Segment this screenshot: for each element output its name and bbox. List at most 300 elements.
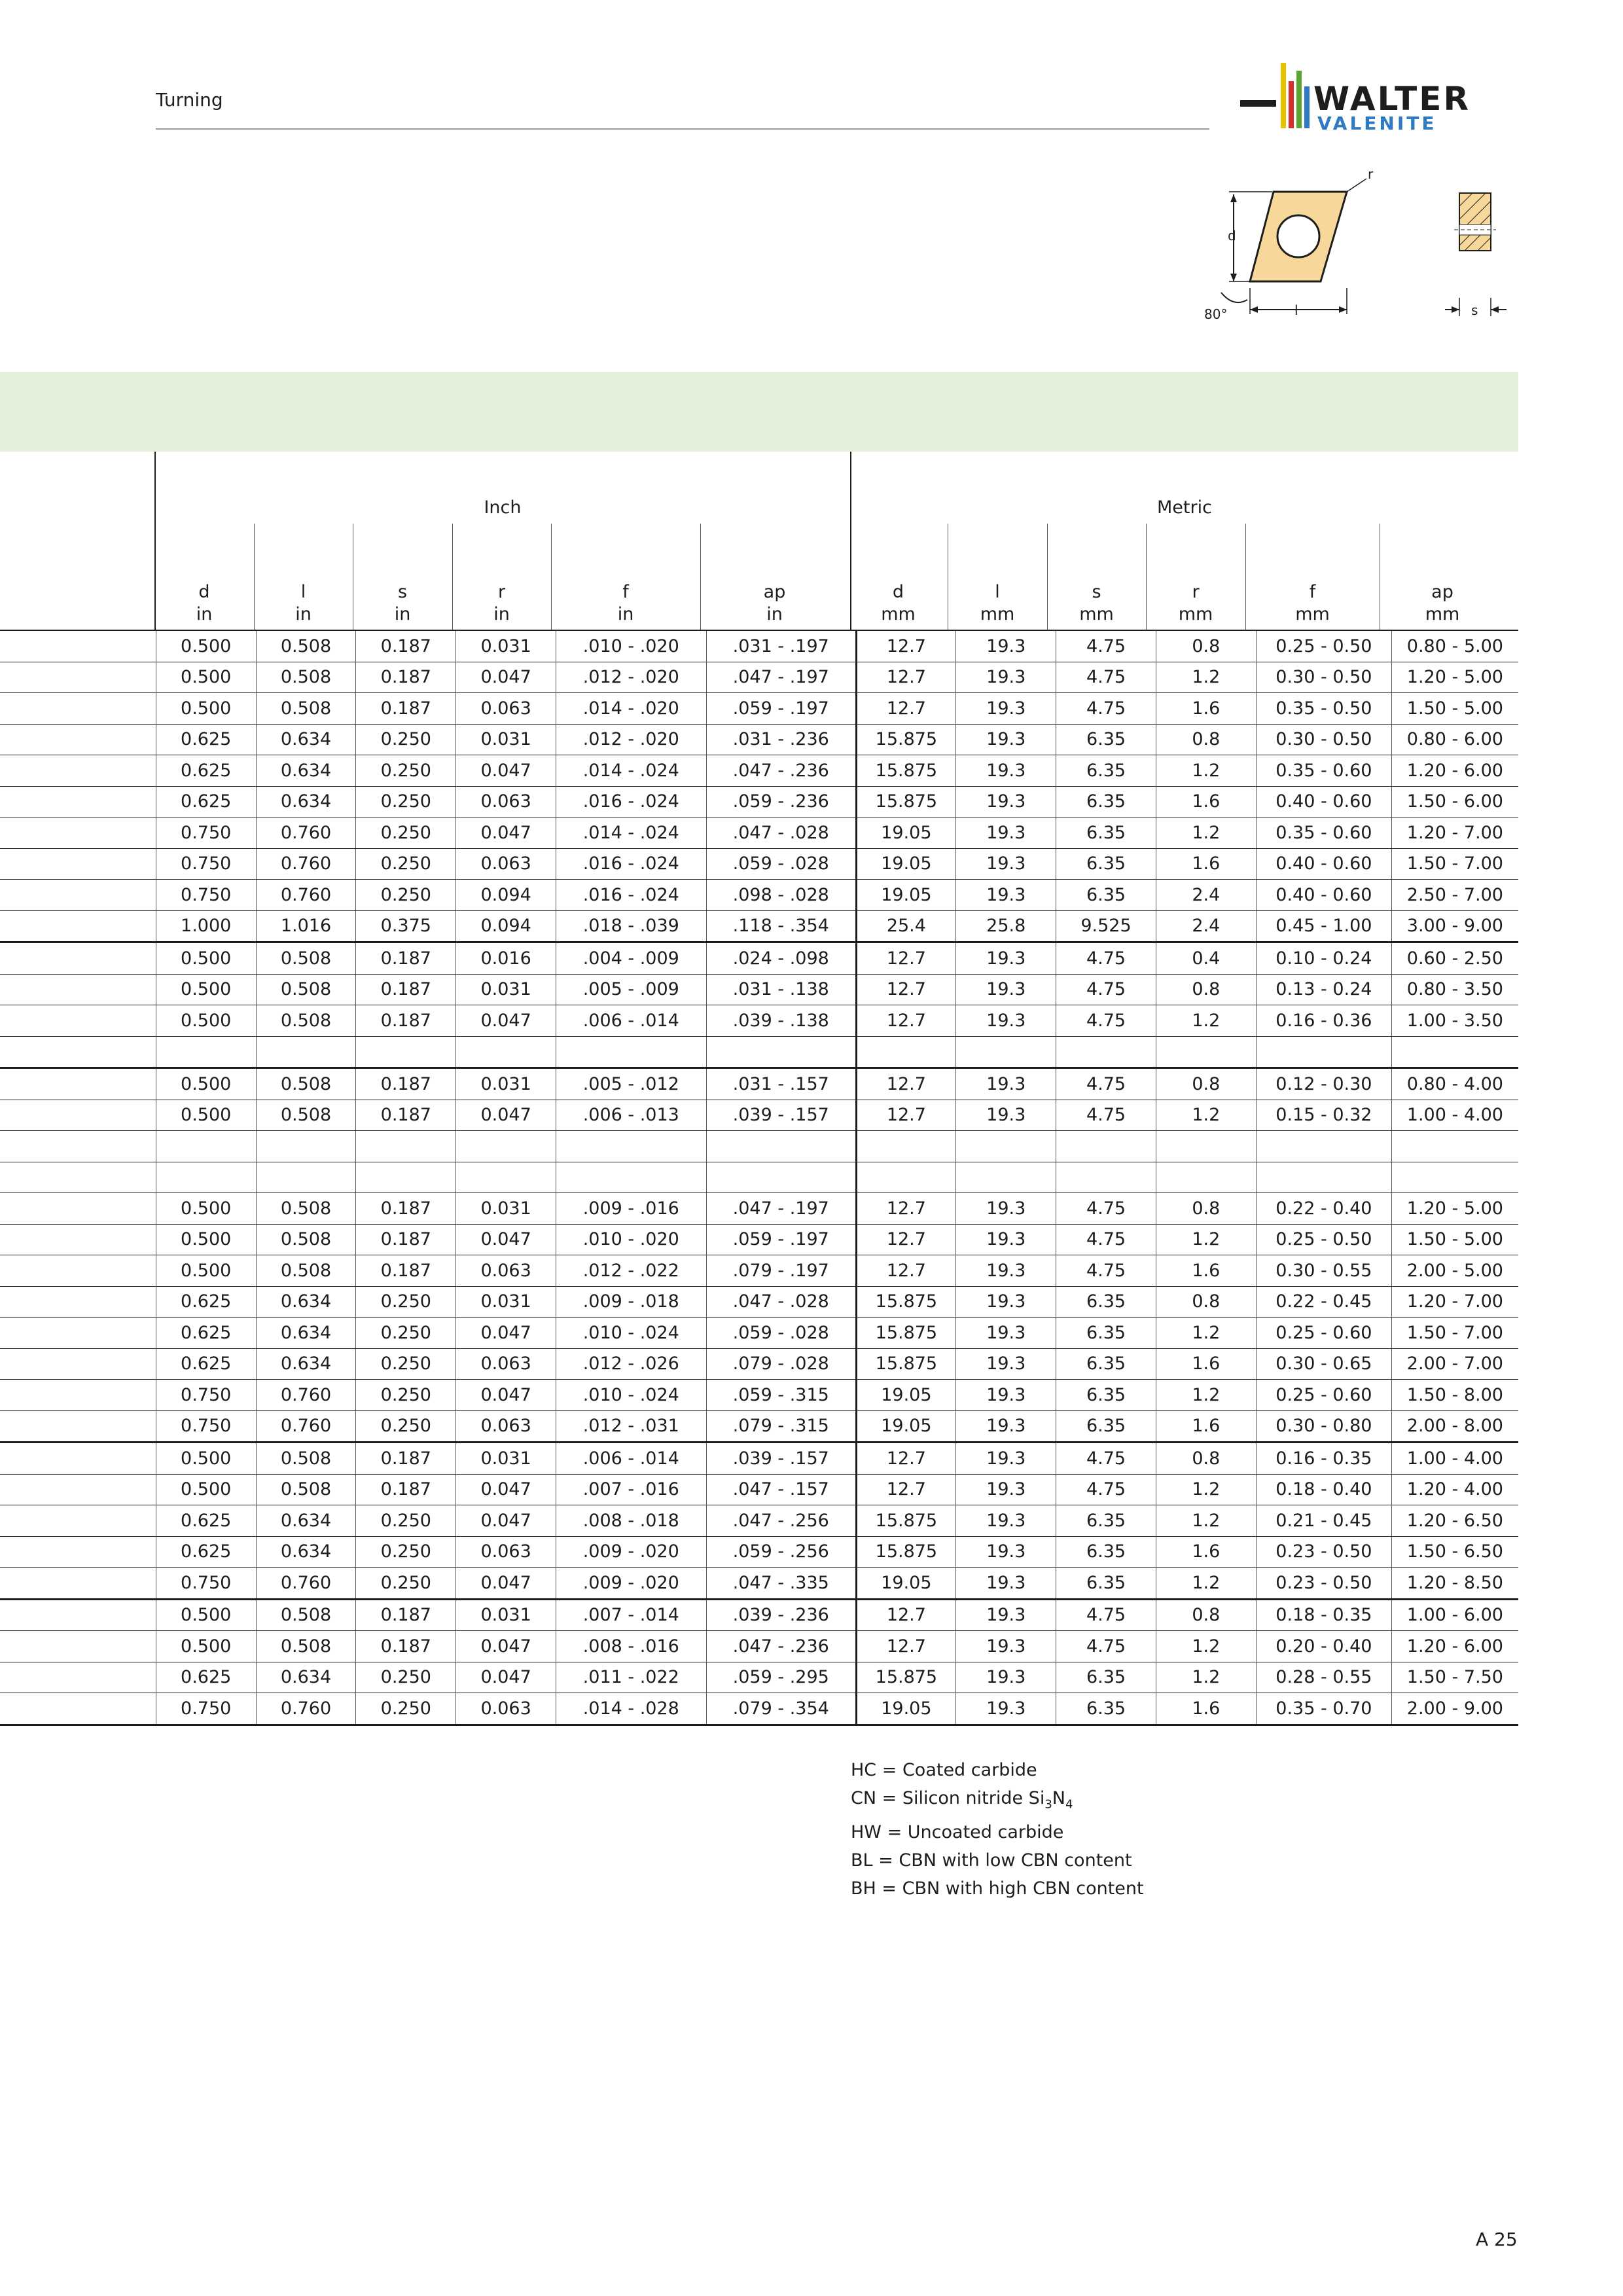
table-cell: 0.18 - 0.35 <box>1256 1599 1391 1631</box>
table-cell: 0.500 <box>156 1255 256 1287</box>
table-cell: 0.8 <box>1156 630 1256 662</box>
table-cell: 0.508 <box>256 1193 355 1225</box>
table-cell: 6.35 <box>1056 1318 1156 1349</box>
table-row <box>0 1224 1518 1255</box>
table-cell <box>256 1162 355 1193</box>
table-cell: 0.45 - 1.00 <box>1256 910 1391 942</box>
table-row <box>0 1568 1518 1600</box>
table-cell: 0.500 <box>156 1443 256 1475</box>
table-cell: 2.50 - 7.00 <box>1391 880 1518 911</box>
table-cell: 0.28 - 0.55 <box>1256 1662 1391 1693</box>
table-cell: 0.047 <box>456 1474 556 1505</box>
table-row <box>0 1599 1518 1631</box>
table-cell: 6.35 <box>1056 1693 1156 1725</box>
row-designation-cell <box>0 1255 156 1287</box>
table-cell: 2.00 - 5.00 <box>1391 1255 1518 1287</box>
row-designation-cell <box>0 1348 156 1380</box>
table-cell: 0.063 <box>456 786 556 817</box>
table-cell <box>1056 1131 1156 1162</box>
table-cell: 0.508 <box>256 1474 355 1505</box>
table-cell: 4.75 <box>1056 1068 1156 1100</box>
table-cell: 0.35 - 0.50 <box>1256 693 1391 725</box>
table-cell: 19.3 <box>956 1348 1056 1380</box>
table-cell: 0.500 <box>156 693 256 725</box>
table-cell: .031 - .157 <box>706 1068 856 1100</box>
table-cell: .047 - .157 <box>706 1474 856 1505</box>
table-cell: 0.634 <box>256 1348 355 1380</box>
table-cell: 0.063 <box>456 1348 556 1380</box>
table-cell: 0.625 <box>156 1505 256 1537</box>
row-designation-cell <box>0 1162 156 1193</box>
table-row <box>0 848 1518 880</box>
table-cell: .012 - .020 <box>556 662 706 693</box>
table-cell: 1.2 <box>1156 1100 1256 1131</box>
table-cell: 0.047 <box>456 1631 556 1662</box>
row-designation-cell <box>0 1599 156 1631</box>
table-cell <box>706 1162 856 1193</box>
table-row <box>0 1255 1518 1287</box>
table-cell: 0.500 <box>156 974 256 1005</box>
table-cell: 0.30 - 0.80 <box>1256 1410 1391 1443</box>
table-row <box>0 817 1518 849</box>
table-cell: 0.634 <box>256 786 355 817</box>
table-cell: 15.875 <box>856 786 955 817</box>
table-cell: 19.05 <box>856 880 955 911</box>
table-cell: 4.75 <box>1056 630 1156 662</box>
logo-graphic <box>1240 59 1522 134</box>
column-name: r <box>497 582 506 602</box>
table-cell <box>156 1162 256 1193</box>
row-designation-cell <box>0 1410 156 1443</box>
table-cell: 0.21 - 0.45 <box>1256 1505 1391 1537</box>
table-cell: .010 - .020 <box>556 1224 706 1255</box>
table-cell: 0.047 <box>456 1380 556 1411</box>
table-cell: 1.6 <box>1156 693 1256 725</box>
table-cell: .008 - .018 <box>556 1505 706 1537</box>
table-cell: 0.047 <box>456 817 556 849</box>
table-cell: 25.4 <box>856 910 955 942</box>
table-cell: 0.634 <box>256 1536 355 1568</box>
table-cell: 0.508 <box>256 1100 355 1131</box>
table-cell: 0.508 <box>256 1224 355 1255</box>
table-cell: 0.500 <box>156 1599 256 1631</box>
table-cell: 0.8 <box>1156 1599 1256 1631</box>
table-cell: 1.6 <box>1156 1255 1256 1287</box>
table-cell: 0.634 <box>256 1662 355 1693</box>
table-cell <box>856 1131 955 1162</box>
table-cell: .047 - .028 <box>706 817 856 849</box>
table-cell: 2.00 - 9.00 <box>1391 1693 1518 1725</box>
table-cell: 1.000 <box>156 910 256 942</box>
table-cell: 19.3 <box>956 630 1056 662</box>
column-unit: mm <box>1079 604 1114 624</box>
column-rule <box>1245 524 1246 630</box>
table-cell: 0.4 <box>1156 942 1256 975</box>
insert-diagram <box>1204 167 1512 331</box>
table-row <box>0 1318 1518 1349</box>
table-cell <box>856 1036 955 1068</box>
table-cell: 1.50 - 5.00 <box>1391 1224 1518 1255</box>
table-cell: 6.35 <box>1056 1286 1156 1318</box>
table-cell: 4.75 <box>1056 662 1156 693</box>
table-cell: 1.00 - 4.00 <box>1391 1100 1518 1131</box>
table-cell: 1.6 <box>1156 786 1256 817</box>
table-cell <box>1391 1131 1518 1162</box>
column-header <box>700 581 849 626</box>
table-cell: .079 - .315 <box>706 1410 856 1443</box>
table-cell: 0.760 <box>256 817 355 849</box>
table-cell <box>356 1131 456 1162</box>
table-cell: 0.500 <box>156 1474 256 1505</box>
table-cell: 0.031 <box>456 974 556 1005</box>
table-cell: 1.2 <box>1156 1568 1256 1600</box>
table-row <box>0 942 1518 975</box>
table-cell: 19.3 <box>956 974 1056 1005</box>
column-rule <box>700 524 701 630</box>
row-designation-cell <box>0 1536 156 1568</box>
table-cell: 0.500 <box>156 1631 256 1662</box>
table-cell: 0.508 <box>256 630 355 662</box>
svg-text:WALTER: WALTER <box>1313 80 1471 118</box>
table-cell: 19.3 <box>956 786 1056 817</box>
column-unit: in <box>295 604 312 624</box>
table-cell: 0.508 <box>256 974 355 1005</box>
table-cell: 1.2 <box>1156 1474 1256 1505</box>
table-cell: 2.4 <box>1156 880 1256 911</box>
table-cell <box>956 1131 1056 1162</box>
table-cell: 0.250 <box>356 1536 456 1568</box>
table-cell <box>256 1131 355 1162</box>
table-cell: .047 - .335 <box>706 1568 856 1600</box>
table-cell: 1.6 <box>1156 1348 1256 1380</box>
table-cell: 0.500 <box>156 1224 256 1255</box>
table-cell: 12.7 <box>856 1068 955 1100</box>
table-cell: 0.031 <box>456 1443 556 1475</box>
table-cell: 0.23 - 0.50 <box>1256 1568 1391 1600</box>
table-cell: 15.875 <box>856 1505 955 1537</box>
row-designation-cell <box>0 1318 156 1349</box>
table-cell: .059 - .028 <box>706 848 856 880</box>
table-cell: 0.047 <box>456 1318 556 1349</box>
table-cell: 0.760 <box>256 880 355 911</box>
table-cell: 12.7 <box>856 1100 955 1131</box>
table-cell: 0.063 <box>456 848 556 880</box>
column-header <box>353 581 452 626</box>
table-cell: 0.047 <box>456 1662 556 1693</box>
table-cell: 12.7 <box>856 1193 955 1225</box>
column-unit: in <box>394 604 411 624</box>
table-cell: 0.508 <box>256 1599 355 1631</box>
table-cell: 19.05 <box>856 1693 955 1725</box>
table-cell: 3.00 - 9.00 <box>1391 910 1518 942</box>
svg-text:80°: 80° <box>1204 306 1228 322</box>
table-cell: 0.250 <box>356 1410 456 1443</box>
table-cell: 19.3 <box>956 1005 1056 1037</box>
row-designation-cell <box>0 1193 156 1225</box>
table-cell <box>556 1036 706 1068</box>
table-cell: 0.500 <box>156 942 256 975</box>
column-unit: in <box>493 604 510 624</box>
table-cell <box>1156 1036 1256 1068</box>
column-header <box>1146 581 1245 626</box>
table-cell: 19.3 <box>956 1100 1056 1131</box>
row-designation-cell <box>0 693 156 725</box>
table-cell: 1.20 - 6.00 <box>1391 1631 1518 1662</box>
column-unit: mm <box>980 604 1015 624</box>
column-rule <box>452 524 453 630</box>
column-unit: in <box>617 604 634 624</box>
table-cell: 1.2 <box>1156 1380 1256 1411</box>
table-cell: 0.187 <box>356 1193 456 1225</box>
table-cell: 19.05 <box>856 1380 955 1411</box>
table-cell: 0.15 - 0.32 <box>1256 1100 1391 1131</box>
table-cell: 0.187 <box>356 1005 456 1037</box>
table-cell: 0.031 <box>456 1599 556 1631</box>
table-cell: 0.23 - 0.50 <box>1256 1536 1391 1568</box>
table-cell: 0.40 - 0.60 <box>1256 880 1391 911</box>
table-cell: 19.05 <box>856 817 955 849</box>
table-cell: 0.760 <box>256 1568 355 1600</box>
table-cell: 1.20 - 4.00 <box>1391 1474 1518 1505</box>
table-cell: .009 - .016 <box>556 1193 706 1225</box>
table-cell: 1.50 - 6.00 <box>1391 786 1518 817</box>
column-header <box>452 581 551 626</box>
table-cell: .004 - .009 <box>556 942 706 975</box>
table-cell: 19.3 <box>956 848 1056 880</box>
table-cell: 0.16 - 0.36 <box>1256 1005 1391 1037</box>
table-cell: 0.16 - 0.35 <box>1256 1443 1391 1475</box>
table-cell: 0.18 - 0.40 <box>1256 1474 1391 1505</box>
table-cell: .016 - .024 <box>556 848 706 880</box>
table-cell: .005 - .009 <box>556 974 706 1005</box>
table-cell: 0.634 <box>256 1318 355 1349</box>
table-cell: 19.3 <box>956 1568 1056 1600</box>
table-cell: 4.75 <box>1056 942 1156 975</box>
table-cell: 0.250 <box>356 724 456 755</box>
table-cell: .047 - .236 <box>706 1631 856 1662</box>
column-rule <box>551 524 552 630</box>
table-cell: 0.047 <box>456 755 556 787</box>
row-designation-cell <box>0 630 156 662</box>
table-cell: 1.50 - 6.50 <box>1391 1536 1518 1568</box>
table-row <box>0 1100 1518 1131</box>
table-cell: 1.50 - 8.00 <box>1391 1380 1518 1411</box>
table-cell: 0.187 <box>356 942 456 975</box>
table-cell: 0.35 - 0.60 <box>1256 817 1391 849</box>
table-cell: 1.6 <box>1156 1536 1256 1568</box>
table-cell: 15.875 <box>856 1318 955 1349</box>
table-cell: 0.25 - 0.50 <box>1256 1224 1391 1255</box>
table-cell: 0.187 <box>356 1599 456 1631</box>
table-cell: 0.625 <box>156 786 256 817</box>
row-designation-cell <box>0 880 156 911</box>
table-cell: .012 - .031 <box>556 1410 706 1443</box>
column-header <box>948 581 1047 626</box>
table-cell <box>456 1036 556 1068</box>
table-cell: 0.031 <box>456 1193 556 1225</box>
table-cell: 0.625 <box>156 724 256 755</box>
table-cell: 0.8 <box>1156 1443 1256 1475</box>
table-cell: 0.047 <box>456 1224 556 1255</box>
row-designation-cell <box>0 1286 156 1318</box>
table-cell: 19.3 <box>956 1443 1056 1475</box>
svg-text:r: r <box>1368 167 1374 182</box>
table-cell: .006 - .013 <box>556 1100 706 1131</box>
table-cell: 0.063 <box>456 1255 556 1287</box>
table-cell <box>556 1131 706 1162</box>
table-cell: 0.047 <box>456 1505 556 1537</box>
table-row <box>0 910 1518 942</box>
row-designation-cell <box>0 1036 156 1068</box>
column-unit: mm <box>1425 604 1460 624</box>
table-cell: 1.50 - 5.00 <box>1391 693 1518 725</box>
table-cell: 2.00 - 8.00 <box>1391 1410 1518 1443</box>
table-cell: 19.3 <box>956 1068 1056 1100</box>
table-cell: 1.00 - 6.00 <box>1391 1599 1518 1631</box>
table-cell: 0.187 <box>356 1631 456 1662</box>
table-cell: .059 - .256 <box>706 1536 856 1568</box>
insert-drawing <box>1204 167 1512 331</box>
table-cell: .010 - .024 <box>556 1318 706 1349</box>
table-cell <box>456 1162 556 1193</box>
table-cell <box>356 1162 456 1193</box>
table-cell: 12.7 <box>856 974 955 1005</box>
table-cell: 19.3 <box>956 1505 1056 1537</box>
table-cell: 1.20 - 8.50 <box>1391 1568 1518 1600</box>
table-cell: 0.500 <box>156 630 256 662</box>
table-row <box>0 1474 1518 1505</box>
table-cell: 0.031 <box>456 724 556 755</box>
row-designation-cell <box>0 848 156 880</box>
table-cell: .007 - .014 <box>556 1599 706 1631</box>
column-name: d <box>892 582 904 602</box>
section-band <box>0 372 1518 452</box>
table-cell: 0.187 <box>356 974 456 1005</box>
column-header <box>254 581 353 626</box>
table-cell <box>1256 1036 1391 1068</box>
logo-bar-blue <box>1304 86 1310 128</box>
table-cell: 0.250 <box>356 817 456 849</box>
table-cell: .031 - .236 <box>706 724 856 755</box>
table-cell: .039 - .236 <box>706 1599 856 1631</box>
table-row <box>0 693 1518 725</box>
table-cell <box>1156 1162 1256 1193</box>
row-designation-cell <box>0 1662 156 1693</box>
table-cell: 0.80 - 6.00 <box>1391 724 1518 755</box>
table-cell: 0.187 <box>356 1224 456 1255</box>
table-cell: .059 - .028 <box>706 1318 856 1349</box>
table-cell: 0.760 <box>256 1410 355 1443</box>
table-cell <box>1256 1162 1391 1193</box>
table-cell <box>456 1131 556 1162</box>
table-cell: .010 - .024 <box>556 1380 706 1411</box>
table-cell: 0.750 <box>156 1693 256 1725</box>
table-cell: 0.250 <box>356 848 456 880</box>
column-name: s <box>397 582 408 602</box>
table-cell: 0.30 - 0.65 <box>1256 1348 1391 1380</box>
table-cell: 0.500 <box>156 662 256 693</box>
table-row <box>0 786 1518 817</box>
table-cell: 0.031 <box>456 1286 556 1318</box>
table-cell: .018 - .039 <box>556 910 706 942</box>
table-cell: 0.508 <box>256 1631 355 1662</box>
table-cell: 0.063 <box>456 693 556 725</box>
table-cell <box>706 1036 856 1068</box>
table-row <box>0 974 1518 1005</box>
table-cell: 4.75 <box>1056 1255 1156 1287</box>
table-row <box>0 1536 1518 1568</box>
logo-bar-red <box>1289 81 1294 128</box>
table-cell: 0.187 <box>356 662 456 693</box>
table-cell: 19.3 <box>956 942 1056 975</box>
column-name: r <box>1192 582 1200 602</box>
table-cell: 0.500 <box>156 1193 256 1225</box>
table-cell: 0.250 <box>356 1568 456 1600</box>
table-cell: 19.3 <box>956 1662 1056 1693</box>
table-cell: 4.75 <box>1056 1631 1156 1662</box>
table-cell: 6.35 <box>1056 1505 1156 1537</box>
table-cell: .006 - .014 <box>556 1443 706 1475</box>
table-cell <box>1156 1131 1256 1162</box>
table-cell: 0.250 <box>356 1286 456 1318</box>
row-designation-cell <box>0 662 156 693</box>
table-cell: 0.250 <box>356 1505 456 1537</box>
table-cell: .014 - .024 <box>556 755 706 787</box>
table-cell: 1.6 <box>1156 848 1256 880</box>
table-cell: .059 - .197 <box>706 693 856 725</box>
table-cell: .079 - .197 <box>706 1255 856 1287</box>
spec-table-body <box>0 630 1518 1725</box>
table-cell: .039 - .138 <box>706 1005 856 1037</box>
table-cell: 19.3 <box>956 662 1056 693</box>
table-cell: .014 - .028 <box>556 1693 706 1725</box>
table-cell: 0.625 <box>156 755 256 787</box>
table-cell: 19.3 <box>956 1536 1056 1568</box>
table-cell <box>856 1162 955 1193</box>
table-cell: .031 - .197 <box>706 630 856 662</box>
table-cell: 0.508 <box>256 942 355 975</box>
table-cell: 0.625 <box>156 1348 256 1380</box>
column-header <box>1047 581 1146 626</box>
table-cell: 19.3 <box>956 1474 1056 1505</box>
table-cell: 19.3 <box>956 1193 1056 1225</box>
page-number: A 25 <box>1476 2229 1518 2250</box>
table-cell: 1.20 - 7.00 <box>1391 817 1518 849</box>
table-row <box>0 880 1518 911</box>
table-cell: .039 - .157 <box>706 1100 856 1131</box>
table-cell: 0.063 <box>456 1693 556 1725</box>
row-designation-cell <box>0 942 156 975</box>
header-divider <box>156 128 1209 130</box>
table-cell: 19.05 <box>856 848 955 880</box>
table-cell: 1.2 <box>1156 1005 1256 1037</box>
table-cell <box>706 1131 856 1162</box>
table-cell: 1.2 <box>1156 1662 1256 1693</box>
table-cell: 19.3 <box>956 1255 1056 1287</box>
table-cell: 0.634 <box>256 1286 355 1318</box>
table-cell: 0.625 <box>156 1286 256 1318</box>
table-cell: .047 - .197 <box>706 662 856 693</box>
row-designation-cell <box>0 1380 156 1411</box>
table-cell: 0.750 <box>156 1410 256 1443</box>
table-cell: 1.00 - 3.50 <box>1391 1005 1518 1037</box>
table-cell: 4.75 <box>1056 1474 1156 1505</box>
table-row <box>0 1380 1518 1411</box>
table-cell: 0.13 - 0.24 <box>1256 974 1391 1005</box>
table-cell: 2.4 <box>1156 910 1256 942</box>
table-cell: 12.7 <box>856 662 955 693</box>
table-cell: 0.750 <box>156 880 256 911</box>
